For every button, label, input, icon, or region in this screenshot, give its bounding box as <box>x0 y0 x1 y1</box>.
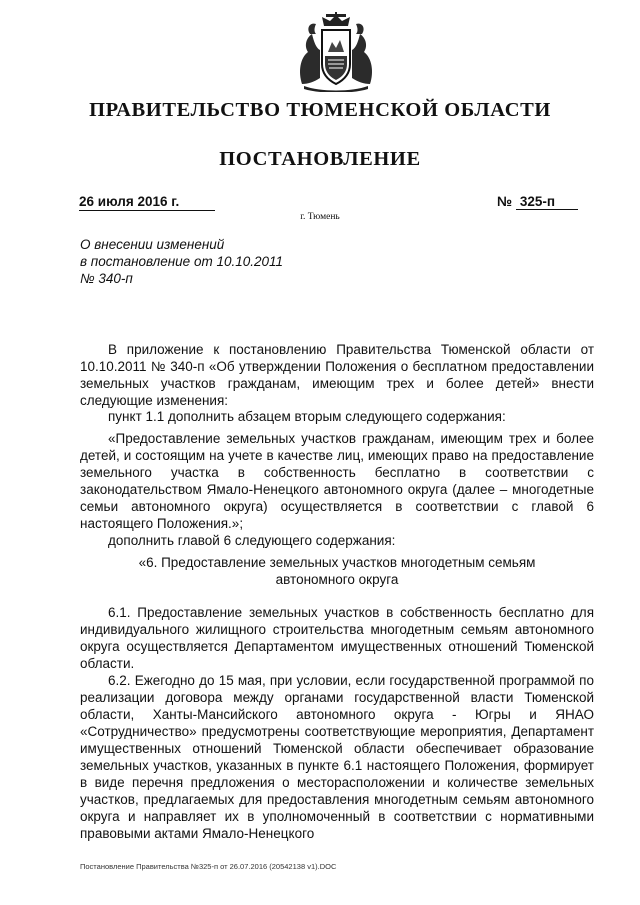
issue-city: г. Тюмень <box>300 212 340 222</box>
number-sign: № <box>497 194 513 209</box>
document-subject <box>80 236 283 287</box>
paragraph-6-1: 6.1. Предоставление земельных участков в собственность бесплатно для индивидуального жилищного строительства многодетным семьям автономного округа осуществляется Департаментом имущественных отношений Тюменской области. <box>80 605 594 671</box>
coat-of-arms-emblem <box>290 12 382 92</box>
document-date: 26 июля 2016 г. <box>79 194 215 211</box>
quoted-paragraph: «Предоставление земельных участков гражданам, имеющим трех и более детей, и состоящим на учете в качестве лиц, имеющих право на предоставление земельного участка в собственность бесплатно в соответствии с законодательством Ямало-Ненецкого автономного округа (далее – многодетные семьи автономного округа) осуществляется в соответствии с главой 6 настоящего Положения.»; <box>80 431 594 531</box>
file-footer: Постановление Правительства №325-п от 26.07.2016 (20542138 v1).DOC <box>80 862 337 871</box>
amendment-item-1: пункт 1.1 дополнить абзацем вторым следующего содержания: <box>108 409 506 424</box>
chapter-title <box>80 554 594 588</box>
document-type-title: ПОСТАНОВЛЕНИЕ <box>219 148 421 170</box>
subject-line: № 340-п <box>80 271 133 286</box>
amendment-item-2: дополнить главой 6 следующего содержания: <box>108 533 396 548</box>
subject-line: в постановление от 10.10.2011 <box>80 254 284 269</box>
chapter-title-line: автономного округа <box>275 572 399 587</box>
paragraph-6-2: 6.2. Ежегодно до 15 мая, при условии, если государственной программой по реализации договора между органами государственной власти Тюменской области, Ханты-Мансийского автономного округа - Югры и ЯНАО «Сотрудничество» предусмотрены соответствующие мероприятия, Департамент имущественных отношений Тюменской области обеспечивает образование земельных участков, указанных в пункте 6.1 настоящего Положения, формирует в виде перечня предложения о месторасположении и количестве земельных участков, предлагаемых для предоставления многодетным семьям автономного округа и направляет их в уполномоченный в соответствии с нормативными правовыми актами Ямало-Ненецкого <box>80 673 594 841</box>
government-title: ПРАВИТЕЛЬСТВО ТЮМЕНСКОЙ ОБЛАСТИ <box>89 99 551 121</box>
document-number: 325-п <box>516 194 578 210</box>
intro-paragraph: В приложение к постановлению Правительства Тюменской области от 10.10.2011 № 340-п «Об утверждении Положения о бесплатном предоставлении земельных участков гражданам, имеющим трех и более детей» внести следующие изменения: <box>80 342 594 408</box>
chapter-title-line: «6. Предоставление земельных участков многодетным семьям <box>138 555 536 570</box>
document-number-block <box>497 194 579 210</box>
subject-line: О внесении изменений <box>80 237 225 252</box>
